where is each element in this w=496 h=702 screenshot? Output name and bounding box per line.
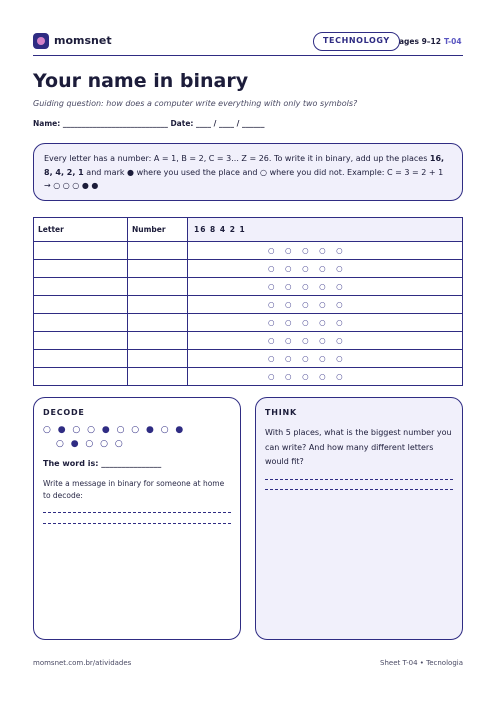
instructions-text-2: and mark ● where you used the place and ○ where you did not. Example: C = 3 = 2 + 1 → ○ ○ ○ ● ● xyxy=(44,167,444,190)
table-row xyxy=(34,350,463,368)
footer-url: momsnet.com.br/atividades xyxy=(33,659,132,667)
momsnet-logo-icon xyxy=(33,33,49,49)
sheet-code: T-04 xyxy=(444,37,462,46)
binary-code-line-1: ○ ● ○ ○ ● ○ ○ ● ○ ● xyxy=(43,425,186,435)
subject-badge: TECHNOLOGY xyxy=(313,32,400,51)
table-row xyxy=(34,296,463,314)
decode-panel xyxy=(33,397,241,640)
table-row xyxy=(34,242,463,260)
binary-circles-cell[interactable]: ○○○○○ xyxy=(188,350,463,368)
table-body xyxy=(34,242,463,386)
number-cell[interactable] xyxy=(128,296,188,314)
footer-sheet-label: Sheet T-04 • Tecnologia xyxy=(380,659,463,667)
letter-cell[interactable] xyxy=(34,296,128,314)
letter-cell[interactable] xyxy=(34,314,128,332)
instructions-box xyxy=(33,143,463,201)
header-places: 16 8 4 2 1 xyxy=(188,218,463,242)
letter-cell[interactable] xyxy=(34,350,128,368)
binary-circles-cell[interactable]: ○○○○○ xyxy=(188,278,463,296)
word-answer-line: The word is: _______________ xyxy=(43,459,162,468)
name-date-line: Name: ____________________________ Date: ____ / ____ / ______ xyxy=(33,119,265,128)
binary-table xyxy=(33,217,463,386)
think-question: With 5 places, what is the biggest number you can write? And how many different letters would fit? xyxy=(265,428,452,466)
number-cell[interactable] xyxy=(128,278,188,296)
table-row xyxy=(34,332,463,350)
header-number: Number xyxy=(128,218,188,242)
table-header-row xyxy=(34,218,463,242)
answer-line[interactable] xyxy=(265,479,453,480)
write-message-prompt: Write a message in binary for someone at home to decode: xyxy=(43,479,225,500)
letter-cell[interactable] xyxy=(34,278,128,296)
decode-title: DECODE xyxy=(43,408,85,417)
binary-circles-cell[interactable]: ○○○○○ xyxy=(188,368,463,386)
letter-cell[interactable] xyxy=(34,332,128,350)
table-row xyxy=(34,368,463,386)
answer-line[interactable] xyxy=(43,512,231,513)
instructions-places: 16, 8, 4, 2, 1 xyxy=(44,154,445,177)
binary-circles-cell[interactable]: ○○○○○ xyxy=(188,332,463,350)
number-cell[interactable] xyxy=(128,314,188,332)
binary-circles-cell[interactable]: ○○○○○ xyxy=(188,314,463,332)
letter-cell[interactable] xyxy=(34,242,128,260)
instructions-text-1: Every letter has a number: A = 1, B = 2, C = 3... Z = 26. To write it in binary, add up the places xyxy=(44,154,430,163)
letter-cell[interactable] xyxy=(34,368,128,386)
number-cell[interactable] xyxy=(128,332,188,350)
guiding-question: Guiding question: how does a computer write everything with only two symbols? xyxy=(33,99,358,108)
table-row xyxy=(34,260,463,278)
number-cell[interactable] xyxy=(128,260,188,278)
brand-name: momsnet xyxy=(54,34,112,47)
header-letter: Letter xyxy=(34,218,128,242)
binary-circles-cell[interactable]: ○○○○○ xyxy=(188,296,463,314)
table-row xyxy=(34,278,463,296)
think-panel xyxy=(255,397,463,640)
header-divider xyxy=(33,55,463,56)
number-cell[interactable] xyxy=(128,350,188,368)
binary-circles-cell[interactable]: ○○○○○ xyxy=(188,242,463,260)
page-title: Your name in binary xyxy=(33,70,249,92)
think-title: THINK xyxy=(265,408,298,417)
number-cell[interactable] xyxy=(128,242,188,260)
table-row xyxy=(34,314,463,332)
answer-line[interactable] xyxy=(265,489,453,490)
age-range: ages 9–12 xyxy=(399,37,441,46)
binary-circles-cell[interactable]: ○○○○○ xyxy=(188,260,463,278)
answer-line[interactable] xyxy=(43,523,231,524)
binary-code-line-2: ○ ● ○ ○ ○ xyxy=(56,439,125,449)
letter-cell[interactable] xyxy=(34,260,128,278)
number-cell[interactable] xyxy=(128,368,188,386)
page-header xyxy=(33,32,463,52)
